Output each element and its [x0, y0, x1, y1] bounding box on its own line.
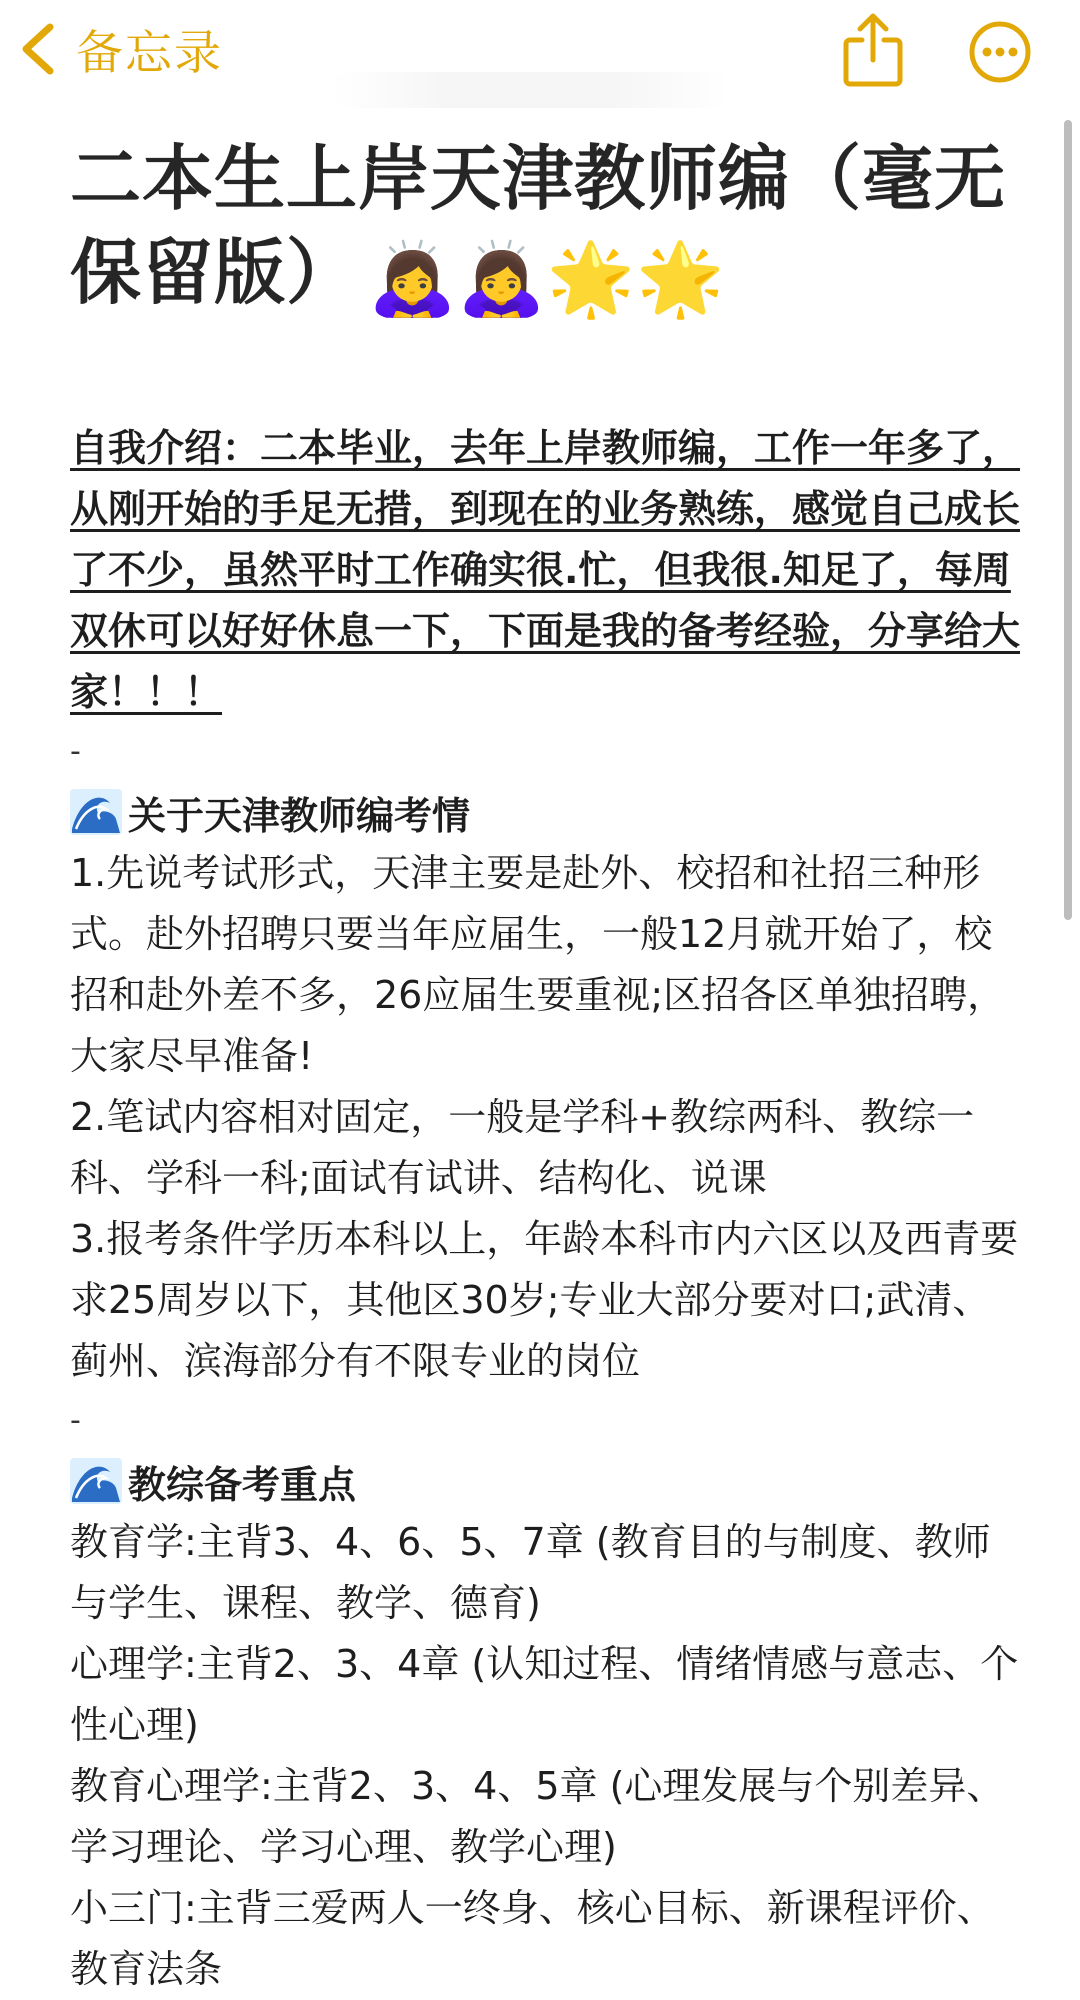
list-item: 教育心理学:主背2、3、4、5章 (心理发展与个别差异、学习理论、学习心理、教学心理) — [70, 1764, 1005, 1869]
section-heading — [70, 781, 1020, 843]
section-heading-text: 关于天津教师编考情 — [128, 793, 471, 838]
back-label: 备忘录 — [76, 25, 223, 81]
list-item: 教育学:主背3、4、6、5、7章 (教育目的与制度、教师与学生、课程、教学、德育) — [70, 1520, 991, 1625]
back-button[interactable] — [18, 14, 223, 84]
divider: - — [70, 1403, 81, 1438]
scrollbar[interactable] — [1064, 120, 1072, 920]
list-item: 1.先说考试形式，天津主要是赴外、校招和社招三种形式。赴外招聘只要当年应届生，一般12月就开始了，校招和赴外差不多，26应届生要重视;区招各区单独招聘，大家尽早准备! — [70, 851, 1006, 1078]
divider: - — [70, 734, 81, 769]
list-item: 小三门:主背三爱两人一终身、核心目标、新课程评价、教育法条 — [70, 1886, 995, 1991]
wave-icon — [70, 789, 122, 835]
more-icon[interactable] — [968, 20, 1032, 84]
list-item: 2.笔试内容相对固定，一般是学科+教综两科、教综一科、学科一科;面试有试讲、结构化、说课 — [70, 1095, 975, 1200]
intro-paragraph: 自我介绍：二本毕业，去年上岸教师编，工作一年多了，从刚开始的手足无措，到现在的业务熟练，感觉自己成长了不少，虽然平时工作确实很.忙，但我很.知足了，每周双休可以好好休息一下，下面是我的备考经验，分享给大家！！！ — [70, 426, 1021, 714]
wave-icon — [70, 1458, 122, 1504]
note-body[interactable] — [70, 132, 1020, 2000]
section-heading-text: 教综备考重点 — [128, 1462, 357, 1507]
chevron-left-icon — [18, 21, 58, 77]
navigation-bar — [0, 0, 1080, 110]
title-emoji: 🙇‍♀️🙇‍♀️🌟🌟 — [368, 237, 726, 320]
list-item: 心理学:主背2、3、4章 (认知过程、情绪情感与意志、个性心理) — [70, 1642, 1019, 1747]
section-heading — [70, 1450, 1020, 1512]
note-title: 二本生上岸天津教师编（毫无保留版） 🙇‍♀️🙇‍♀️🌟🌟 — [70, 132, 1020, 326]
list-item: 3.报考条件学历本科以上，年龄本科市内六区以及西青要求25周岁以下，其他区30岁;专业大部分要对口;武清、蓟州、滨海部分有不限专业的岗位 — [70, 1217, 1019, 1383]
faded-header-text — [330, 72, 730, 108]
share-icon[interactable] — [840, 12, 906, 88]
